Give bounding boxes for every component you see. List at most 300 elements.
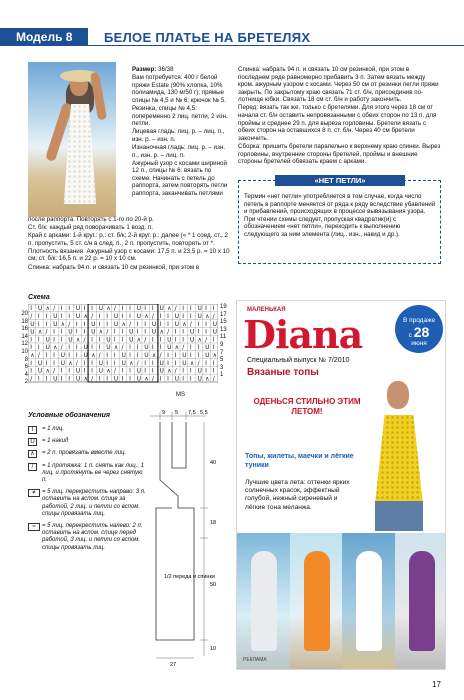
chart-stitch-symbol: U (151, 320, 157, 328)
chart-stitch-symbol: / (197, 359, 200, 367)
chart-stitch-symbol: / (91, 375, 94, 383)
chart-stitch-symbol: U (212, 328, 218, 336)
spec-column (132, 66, 230, 198)
chart-stitch-symbol: U (197, 313, 202, 321)
chart-stitch-symbol: I (151, 359, 154, 367)
chart-stitch-symbol: I (106, 375, 109, 383)
chart-stitch-symbol: U (75, 313, 81, 321)
chart-stitch-symbol: I (159, 320, 162, 328)
chart-stitch-symbol: / (37, 352, 40, 360)
chart-stitch-symbol: I (53, 359, 55, 367)
chart-stitch-symbol: I (60, 375, 63, 383)
chart-stitch-symbol: I (197, 344, 200, 352)
chart-stitch-symbol: I (136, 320, 139, 328)
chart-stitch-symbol: / (113, 305, 116, 313)
pattern-diagram (150, 408, 234, 674)
chart-stitch-symbol: I (189, 375, 192, 383)
chart-stitch-symbol: I (83, 320, 86, 328)
chart-stitch-symbol: ∧ (159, 328, 164, 336)
chart-stitch-symbol: / (212, 313, 215, 321)
ad-reklama: РЕКЛАМА (243, 657, 267, 663)
ad-thumb (395, 533, 447, 670)
chart-stitch-symbol: U (136, 375, 142, 383)
chart-stitch-symbol: I (129, 352, 131, 360)
chart-stitch-symbol: I (189, 344, 192, 352)
chart-stitch-symbol: I (159, 336, 162, 344)
chart-stitch-symbol: U (182, 352, 187, 360)
chart-stitch-symbol: I (68, 375, 71, 383)
chart-stitch-symbol: I (121, 305, 124, 313)
chart-stitch-symbol: I (144, 367, 147, 375)
ad-subtitle: Топы, жилеты, маечки и лёгкие туники (245, 453, 354, 469)
arch-edge: Край с арками: 1-й круг.: р.: ст. б/к; 2-й круг. р.: далее (« * 1 соед. ст., 2 п. пропустить, 5 ст. с/н в след. п., 2 п. пропустить, повторять от *. (28, 232, 228, 247)
chart-stitch-symbol: I (45, 352, 48, 360)
chart-stitch-symbol: I (53, 336, 55, 344)
yarn-over-icon: U (28, 438, 37, 446)
chart-stitch-symbol: I (189, 352, 192, 360)
chart-stitch-symbol: I (83, 359, 86, 367)
chart-stitch-symbol: I (129, 305, 131, 313)
ad-model-photo (357, 381, 443, 531)
stockinette: Лицевая гладь: лиц. р. – лиц. п., изн. р. – изн. п. (132, 128, 225, 143)
chart-stitch-symbol: I (205, 320, 207, 328)
note-text: Термин «нет петли» употребляется в том случае, когда число петель в раппорте меняется от ряда к ряду вследствие убавлений и прибавлений, происходящих в процессе вывязывания узора. При чтении схемы следует, пропуская квадратик(и) с обозначением «нет петли», переходить к выполнению следующего за ним элемента (лиц., изн., накид и др.). (244, 193, 436, 238)
chart-stitch-symbol: I (30, 344, 33, 352)
size-value: 36/38 (158, 66, 174, 73)
chart-stitch-symbol: ∧ (189, 359, 195, 367)
chart-stitch-symbol: I (45, 375, 48, 383)
chart-stitch-symbol: / (45, 328, 48, 336)
chart-stitch-symbol: I (83, 328, 86, 336)
chart-stitch-symbol: I (212, 344, 215, 352)
chart-stitch-symbol: I (75, 328, 78, 336)
page-number: 17 (432, 680, 441, 689)
dim-right-0: 40 (210, 460, 217, 466)
chart-stitch-symbol: I (189, 305, 192, 313)
chart-stitch-symbol: I (60, 305, 63, 313)
chart-stitch-symbol: I (182, 367, 185, 375)
chart-stitch-symbol: U (129, 328, 134, 336)
chart-stitch-symbol: U (91, 320, 96, 328)
chart-stitch-symbol: / (174, 367, 177, 375)
chart-stitch-symbol: U (68, 328, 73, 336)
legend-item: U = 1 накид (28, 438, 148, 445)
chart-stitch-symbol: U (174, 375, 180, 383)
chart-stitch-symbol: / (151, 313, 154, 321)
chart-stitch-symbol: U (121, 359, 126, 367)
chart-stitch-symbol: I (159, 313, 162, 321)
chart-stitch-symbol: ∧ (98, 328, 104, 336)
chart-stitch-symbol: U (75, 305, 81, 313)
chart-stitch-symbol: I (37, 336, 40, 344)
chart-stitch-symbol: I (205, 359, 207, 367)
chart-stitch-symbol: U (83, 352, 88, 360)
chart-stitch-symbol: U (182, 359, 187, 367)
chart-stitch-symbol: I (121, 367, 124, 375)
chart-stitch-symbol: I (144, 305, 147, 313)
chart-stitch-symbol: ∧ (37, 328, 43, 336)
chart-stitch-symbol: / (113, 367, 116, 375)
chart-stitch-symbol: I (189, 367, 192, 375)
chart-stitch-symbol: ∧ (45, 305, 50, 313)
chart-stitch-symbol: U (136, 367, 142, 375)
chart-stitch-symbol: U (30, 320, 35, 328)
chart-stitch-symbol: I (37, 320, 40, 328)
chart-stitch-symbol: I (98, 375, 101, 383)
chart-stitch-symbol: / (129, 320, 132, 328)
assembly-text: Сборка: пришить бретели парапельно к верхнему краю спинки. Вырез горловины, внутренние стороны бретелей, проймы и внешние стороны бретелей обвязать краем с арками. (238, 142, 441, 166)
chart-stitch-symbol: / (144, 336, 147, 344)
chart-stitch-symbol: I (68, 367, 71, 375)
dim-top-0: 9 (162, 410, 166, 416)
chart-stitch-symbol: I (167, 313, 169, 321)
note-title: «НЕТ ПЕТЛИ» (275, 175, 405, 186)
ad-issue: Специальный выпуск № 7/2010 (247, 357, 350, 364)
chart-stitch-symbol: I (151, 305, 154, 313)
lace-pattern-cont: после раппорта. Повторять с 1-го по 20-й р. (28, 216, 154, 223)
legend-label: Условные обозначения (28, 412, 111, 419)
cable-right-icon: ≠ (28, 489, 40, 497)
ad-topic: Вязаные топы (247, 367, 319, 378)
legend-item: ≠ = 5 лиц. перекрестить направо: 3 п. оставить на вспом. спице за работой, 2 лиц. и петли со вспом. спицы провязать лиц. (28, 489, 148, 518)
chart-stitch-symbol: I (205, 328, 207, 336)
ad-description: Лучшие цвета лета: оттенки ярких солнечных красок, эффектный голубой, нежный сиреневый и лёгкие тона меланжа. (245, 479, 350, 511)
chart-stitch-symbol: U (53, 375, 58, 383)
chart-stitch-symbol: I (174, 336, 177, 344)
rib-stitch: Резинка, спицы № 4,5: попеременно 2 лиц. петли, 2 изн. петли. (132, 104, 228, 128)
chart-stitch-symbol: I (144, 359, 147, 367)
dim-right-3: 10 (210, 646, 217, 652)
chart-stitch-symbol: ∧ (136, 336, 142, 344)
chart-stitch-symbol: / (189, 320, 192, 328)
chart-stitch-symbol: I (167, 352, 169, 360)
half-label: 1/2 переда и спинки (164, 574, 215, 580)
row-numbers-left: 20 18 16 14 12 10 8 6 4 2 (21, 311, 28, 386)
chart-stitch-symbol: I (205, 367, 207, 375)
chart-stitch-symbol: I (197, 320, 200, 328)
chart-stitch-symbol: ∧ (205, 375, 210, 383)
schema-label: Схема (28, 294, 50, 301)
chart-stitch-symbol: I (212, 305, 215, 313)
chart-stitch-symbol: U (205, 344, 210, 352)
back-text: Спинка: набрать 94 п. и связать 10 см резинкой, при этом в последнем ряде равномерно прибавить 3 п. Затем вязать между кром. ажурным узором с косами. Через 50 см от резинки петли пряжи закрыть. По закрытому краю связать 71 ст. б/н, присоединив полотнище юбки. Связать 18 см ст. б/н и работу закончить. (238, 66, 439, 104)
chart-stitch-symbol: / (174, 305, 177, 313)
chart-stitch-symbol: ∧ (121, 320, 126, 328)
chart-stitch-symbol: I (121, 313, 124, 321)
ms-label: MS (176, 392, 185, 398)
chart-stitch-symbol: / (75, 359, 78, 367)
chart-stitch-symbol: U (83, 344, 88, 352)
chart-stitch-symbol: I (113, 359, 116, 367)
chart-stitch-symbol: I (60, 313, 63, 321)
back-intro: Спинка: набрать 94 п. и связать 10 см резинкой, при этом в (28, 263, 200, 271)
chart-stitch-symbol: I (136, 328, 139, 336)
chart-stitch-symbol: I (121, 375, 124, 383)
legend-item: I = 1 лиц. (28, 426, 148, 433)
chart-stitch-symbol: I (106, 359, 109, 367)
dim-top-3: 5,5 (200, 410, 208, 416)
instructions-column (238, 66, 441, 166)
chart-stitch-symbol: I (144, 320, 147, 328)
chart-stitch-symbol: I (212, 367, 215, 375)
chart-stitch-symbol: ∧ (205, 313, 210, 321)
chart-stitch-symbol: U (159, 305, 164, 313)
chart-stitch-symbol: I (37, 313, 40, 321)
chart-stitch-symbol: U (106, 336, 111, 344)
chart-stitch-symbol: I (91, 344, 93, 352)
ad-slogan: ОДЕНЬСЯ СТИЛЬНО ЭТИМ ЛЕТОМ! (253, 397, 361, 416)
ad-thumb (237, 533, 290, 670)
chart-stitch-symbol: I (60, 367, 63, 375)
size-label: Размер: (132, 66, 157, 73)
chart-stitch-symbol: I (167, 375, 169, 383)
chart-stitch-symbol: ∧ (30, 352, 35, 360)
chart-stitch-symbol: I (83, 367, 86, 375)
chart-stitch-symbol: I (129, 367, 131, 375)
chart-stitch-symbol: ∧ (60, 320, 66, 328)
chart-stitch-symbol: U (106, 344, 111, 352)
chart-stitch-symbol: I (106, 313, 109, 321)
chart-stitch-symbol: / (182, 344, 185, 352)
chart-stitch-symbol: I (30, 305, 33, 313)
ssk-icon: / (28, 463, 37, 471)
chart-stitch-symbol: I (68, 344, 71, 352)
chart-stitch-symbol: I (83, 305, 86, 313)
chart-stitch-symbol: U (136, 305, 142, 313)
chart-stitch-symbol: U (174, 320, 180, 328)
chart-stitch-symbol: U (113, 320, 119, 328)
chart-stitch-symbol: U (144, 344, 149, 352)
chart-stitch-symbol: I (121, 336, 124, 344)
ad-small-label: МАЛЕНЬКАЯ (247, 307, 286, 313)
chart-stitch-symbol: U (98, 305, 104, 313)
ad-thumbnails (237, 533, 446, 670)
chart-stitch-symbol: U (129, 336, 134, 344)
chart-stitch-symbol: U (167, 336, 172, 344)
cable-left-icon: ≈ (28, 523, 40, 531)
dim-right-2: 50 (210, 582, 217, 588)
chart-stitch-symbol: I (129, 313, 131, 321)
chart-stitch-symbol: I (197, 352, 200, 360)
ad-brand: Diana (243, 312, 363, 357)
article-title: БЕЛОЕ ПЛАТЬЕ НА БРЕТЕЛЯХ (104, 30, 311, 45)
chart-stitch-symbol: ∧ (129, 359, 134, 367)
chart-stitch-symbol: / (205, 336, 208, 344)
chart-stitch-symbol: ∧ (144, 375, 149, 383)
chart-stitch-symbol: I (91, 305, 93, 313)
chart-stitch-symbol: U (121, 352, 126, 360)
chart-stitch-symbol: I (182, 336, 185, 344)
chart-stitch-symbol: I (30, 367, 33, 375)
chart-stitch-symbol: U (167, 344, 172, 352)
chart-stitch-symbol: I (45, 359, 48, 367)
chart-stitch-symbol: ∧ (174, 344, 180, 352)
chart-stitch-symbol: U (113, 375, 119, 383)
chart-stitch-symbol: U (45, 336, 50, 344)
chart-stitch-symbol: I (174, 328, 177, 336)
chart-stitch-symbol: I (144, 328, 147, 336)
materials: Вам потребуется: 400 г белой пряжи Estate (90% хлопка, 10% полиамида, 130 м/50 г); прямые спицы № 4,5 и № 6; крючок № 5. (132, 74, 226, 104)
chart-stitch-symbol: I (182, 328, 185, 336)
chart-stitch-symbol: / (83, 336, 86, 344)
chart-stitch-symbol: ∧ (75, 336, 81, 344)
chart-stitch-symbol: U (205, 352, 210, 360)
dim-top-2: 7,5 (188, 410, 196, 416)
chart-stitch-symbol: I (75, 344, 78, 352)
chart-stitch-symbol: ∧ (113, 344, 119, 352)
chart-stitch-symbol: / (30, 375, 33, 383)
chart-stitch-symbol: U (151, 328, 157, 336)
chart-stitch-symbol: I (91, 359, 93, 367)
chart-stitch-symbol: I (91, 367, 93, 375)
chart-stitch-symbol: I (113, 352, 116, 360)
chart-stitch-symbol: U (197, 375, 202, 383)
chart-stitch-symbol: U (197, 305, 202, 313)
chart-stitch-symbol: I (212, 359, 215, 367)
chart-stitch-symbol: ∧ (144, 313, 149, 321)
chart-stitch-symbol: U (53, 313, 58, 321)
chart-stitch-symbol: / (60, 344, 63, 352)
chart-stitch-symbol: ∧ (53, 344, 58, 352)
chart-stitch-symbol: / (68, 320, 71, 328)
chart-stitch-symbol: I (53, 328, 55, 336)
chart-stitch-symbol: I (113, 328, 116, 336)
chart-stitch-symbol: I (98, 313, 101, 321)
chart-stitch-symbol: I (45, 320, 48, 328)
chart-stitch-symbol: I (182, 313, 185, 321)
chart-stitch-symbol: U (136, 313, 142, 321)
chart-stitch-symbol: I (212, 336, 215, 344)
chart-stitch-symbol: ∧ (106, 305, 111, 313)
chart-stitch-symbol: I (159, 344, 162, 352)
chart-stitch-symbol: U (91, 328, 96, 336)
chart-stitch-symbol: ∧ (91, 352, 96, 360)
chart-stitch-symbol: I (30, 359, 33, 367)
gauge: Плотность вязания. Ажурный узор с косами: 17,5 п. и 23,5 р. = 10 x 10 см; ст. б/к: 16,5 п. и 22 р. = 10 x 10 см. (28, 247, 230, 263)
chart-stitch-symbol: I (174, 352, 177, 360)
chart-stitch-symbol: / (30, 313, 33, 321)
chart-stitch-symbol: I (37, 375, 40, 383)
chart-stitch-symbol: U (75, 375, 81, 383)
chart-stitch-symbol: I (113, 336, 116, 344)
chart-stitch-symbol: I (30, 336, 33, 344)
knitting-chart (28, 304, 218, 384)
reverse-stockinette: Изнаночная гладь: лиц. р. – изн. п., изн. р. – лиц. п. (132, 143, 225, 159)
chart-stitch-symbol: I (106, 352, 109, 360)
chart-stitch-symbol: ∧ (106, 367, 111, 375)
chart-stitch-symbol: / (98, 352, 101, 360)
chart-stitch-symbol: ∧ (45, 367, 50, 375)
chart-stitch-symbol: ∧ (68, 359, 73, 367)
lace-pattern: Ажурный узор с косами ширинoй 12 п., спицы № 6: вязать по схеме. Начинать с петель до раппорта, затем повторять петли раппорта, заканчивать петлями (132, 159, 228, 197)
chart-stitch-symbol: I (136, 352, 139, 360)
chart-stitch-symbol: I (167, 320, 169, 328)
release-badge: В продаже с 28 июня (395, 305, 443, 353)
chart-stitch-symbol: I (121, 328, 124, 336)
chart-stitch-symbol: U (45, 344, 50, 352)
chart-stitch-symbol: I (205, 305, 207, 313)
chart-stitch-symbol: U (37, 359, 43, 367)
knit-symbol-icon: I (28, 426, 37, 434)
chart-stitch-symbol: U (98, 367, 104, 375)
chart-stitch-symbol: I (98, 336, 101, 344)
dim-bottom: 27 (170, 662, 177, 668)
k2tog-icon: ∧ (28, 450, 37, 458)
chart-stitch-symbol: U (113, 313, 119, 321)
chart-stitch-symbol: I (68, 305, 71, 313)
spec-column-lower (28, 216, 230, 272)
chart-stitch-symbol: U (30, 328, 35, 336)
chart-stitch-symbol: ∧ (212, 352, 218, 360)
chart-stitch-symbol: I (182, 375, 185, 383)
chart-stitch-symbol: U (189, 328, 195, 336)
chart-stitch-symbol: U (37, 305, 43, 313)
chart-stitch-symbol: I (98, 320, 101, 328)
chart-stitch-symbol: U (159, 359, 164, 367)
chart-stitch-symbol: I (53, 352, 55, 360)
chart-stitch-symbol: I (136, 344, 139, 352)
chart-stitch-symbol: U (174, 313, 180, 321)
chart-stitch-symbol: U (60, 352, 66, 360)
chart-stitch-symbol: I (60, 336, 63, 344)
chart-stitch-symbol: / (212, 375, 215, 383)
legend-item: ∧ = 2 п. провязать вместе лиц. (28, 450, 148, 457)
chart-stitch-symbol: / (159, 352, 162, 360)
chart-stitch-symbol: I (60, 328, 63, 336)
dress-photo (28, 62, 116, 217)
row-numbers-right: 19 17 15 13 11 9 7 5 3 1 (220, 304, 227, 379)
chart-stitch-symbol: ∧ (167, 305, 172, 313)
single-crochet: Ст. б/к: каждый ряд поворачивать 1 возд. п. (28, 224, 153, 232)
chart-stitch-symbol: I (98, 344, 101, 352)
chart-stitch-symbol: I (167, 359, 169, 367)
chart-stitch-symbol: ∧ (83, 375, 88, 383)
legend (28, 426, 148, 557)
chart-stitch-symbol: U (60, 359, 66, 367)
legend-item: ≈ = 5 лиц. перекрестить налево: 2 п. оставить на вспом. спице перед работой, 3 лиц. и петли со вспом. спицы провязать лиц. (28, 523, 148, 552)
chart-stitch-symbol: I (174, 359, 177, 367)
chart-stitch-symbol: ∧ (83, 313, 88, 321)
chart-stitch-symbol: U (212, 320, 218, 328)
chart-stitch-symbol: I (75, 320, 78, 328)
chart-stitch-symbol: U (75, 367, 81, 375)
chart-stitch-symbol: U (68, 336, 73, 344)
chart-stitch-symbol: / (91, 313, 94, 321)
chart-stitch-symbol: U (189, 336, 195, 344)
legend-item: / = 1 протяжка: 1 п. снять как лиц., 1 лиц. и протянуть ее через снятую п. (28, 463, 148, 485)
chart-stitch-symbol: I (159, 375, 162, 383)
dim-right-1: 18 (210, 520, 217, 526)
chart-stitch-symbol: ∧ (151, 352, 157, 360)
chart-stitch-symbol: / (106, 328, 109, 336)
chart-stitch-symbol: U (37, 367, 43, 375)
chart-stitch-symbol: U (159, 367, 164, 375)
ad-thumb (290, 533, 343, 670)
chart-stitch-symbol: I (91, 336, 93, 344)
chart-stitch-symbol: / (53, 305, 56, 313)
chart-stitch-symbol: U (197, 367, 202, 375)
chart-stitch-symbol: U (98, 359, 104, 367)
chart-stitch-symbol: I (151, 336, 154, 344)
chart-stitch-symbol: I (197, 328, 200, 336)
chart-stitch-symbol: I (129, 344, 131, 352)
chart-stitch-symbol: I (45, 313, 48, 321)
chart-stitch-symbol: / (136, 359, 139, 367)
chart-stitch-symbol: / (151, 375, 154, 383)
chart-stitch-symbol: U (53, 320, 58, 328)
chart-stitch-symbol: ∧ (182, 320, 187, 328)
chart-stitch-symbol: / (53, 367, 56, 375)
